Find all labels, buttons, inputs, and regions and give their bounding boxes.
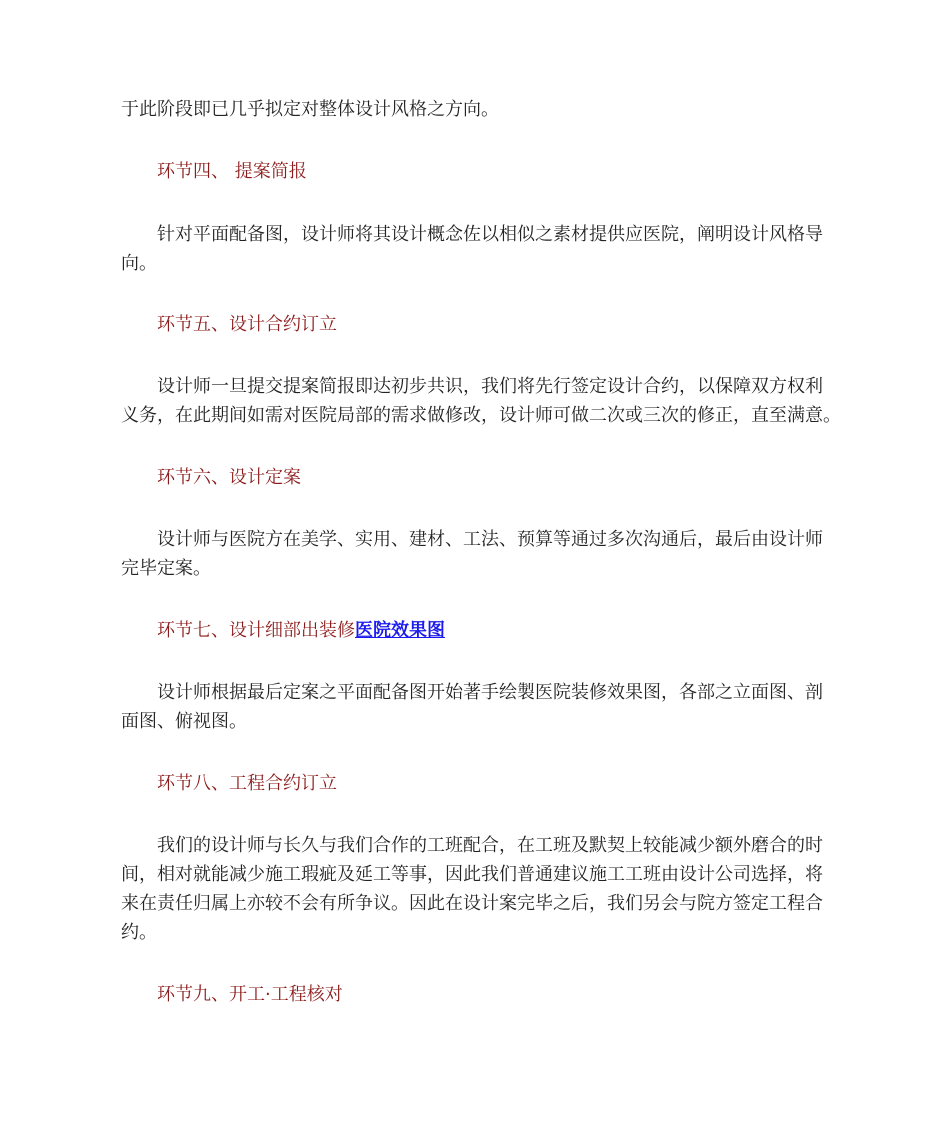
section8-body-line4: 约。: [121, 922, 157, 943]
section6-body-line2: 完毕定案。: [121, 558, 211, 579]
section5-body-line1: 设计师一旦提交提案简报即达初步共识，我们将先行签定设计合约，以保障双方权利: [157, 376, 823, 397]
section7-body-line1: 设计师根据最后定案之平面配备图开始著手绘製医院装修效果图，各部之立面图、剖: [157, 682, 823, 703]
section8-body-line1: 我们的设计师与长久与我们合作的工班配合，在工班及默契上较能减少额外磨合的时: [157, 835, 823, 856]
section6-heading: 环节六、设计定案: [157, 467, 301, 488]
section5-body-line2: 义务，在此期间如需对医院局部的需求做修改，设计师可做二次或三次的修正，直至满意。: [121, 405, 841, 426]
section4-heading: 环节四、 提案简报: [157, 161, 307, 182]
section9-heading: 环节九、开工·工程核对: [157, 984, 343, 1005]
section8-body-line2: 间，相对就能减少施工瑕疵及延工等事，因此我们普通建议施工工班由设计公司选择，将: [121, 864, 823, 885]
section6-body-line1: 设计师与医院方在美学、实用、建材、工法、预算等通过多次沟通后，最后由设计师: [157, 529, 823, 550]
intro-tail-text: 于此阶段即已几乎拟定对整体设计风格之方向。: [121, 99, 499, 120]
section8-heading: 环节八、工程合约订立: [157, 773, 337, 794]
section7-heading-prefix: 环节七、设计细部出装修: [157, 620, 355, 641]
section7-body-line2: 面图、俯视图。: [121, 711, 247, 732]
section4-body-line2: 向。: [121, 253, 157, 274]
section4-body-line1: 针对平面配备图，设计师将其设计概念佐以相似之素材提供应医院，阐明设计风格导: [157, 224, 823, 245]
hospital-rendering-link[interactable]: 医院效果图: [355, 620, 445, 641]
section5-heading: 环节五、设计合约订立: [157, 314, 337, 335]
section8-body-line3: 来在责任归属上亦较不会有所争议。因此在设计案完毕之后，我们另会与院方签定工程合: [121, 893, 823, 914]
section7-heading: [157, 617, 877, 645]
